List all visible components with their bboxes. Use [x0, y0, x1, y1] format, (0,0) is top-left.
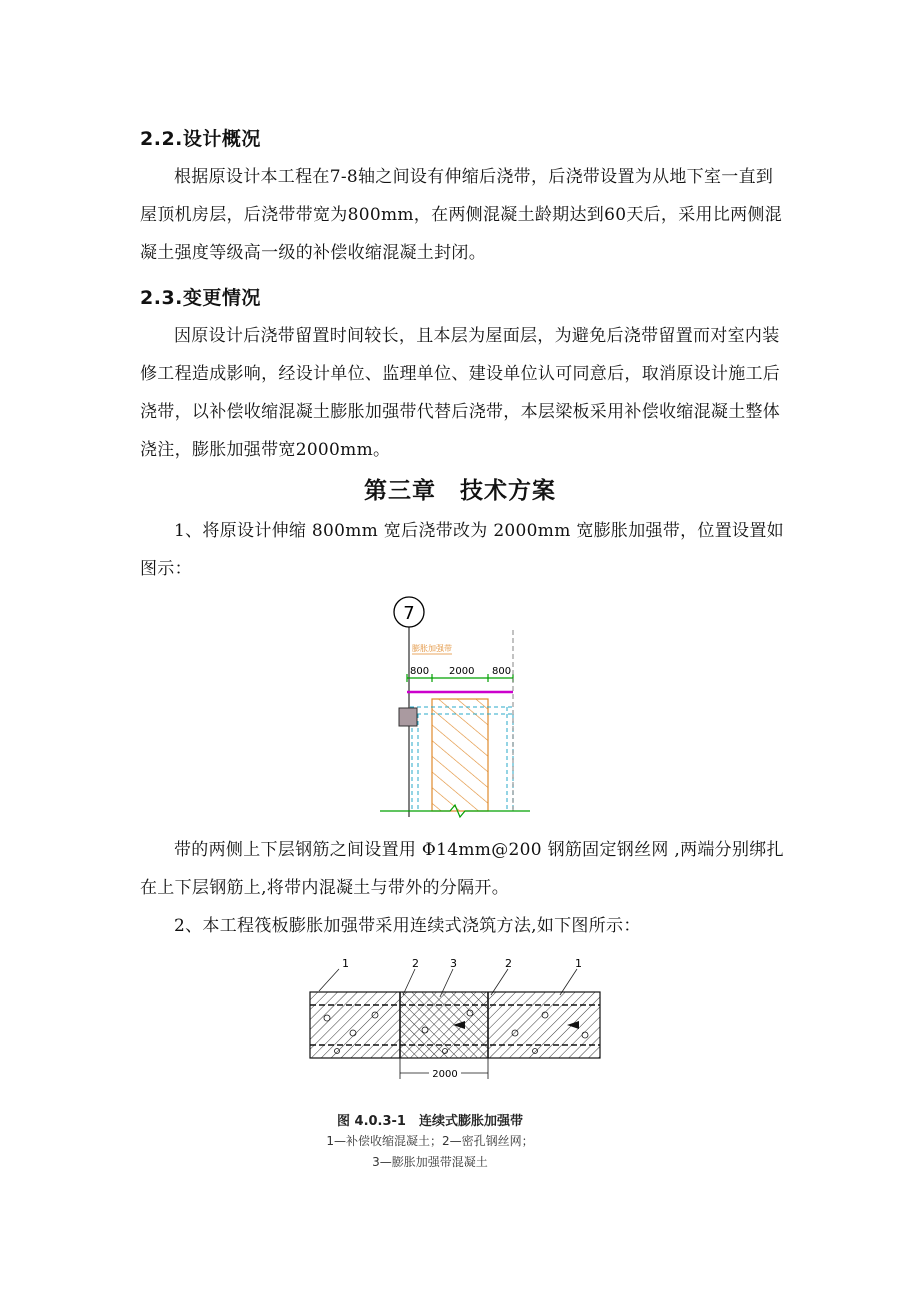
figure-caption-line-2: 3—膨胀加强带混凝土 — [372, 1155, 488, 1169]
chapter-title: 第三章 技术方案 — [364, 478, 556, 504]
figure-caption-line-1: 1—补偿收缩混凝土；2—密孔钢丝网； — [326, 1134, 534, 1148]
dim-middle: 2000 — [449, 666, 475, 677]
rebar-note-text: 带的两侧上下层钢筋之间设置用 Φ14mm@200 钢筋固定钢丝网 ,两端分别绑扎在上下层钢筋上,将带内混凝土与带外的分隔开。 — [140, 840, 784, 898]
column-square — [399, 708, 417, 726]
section-heading-2-3: 2.3.变更情况 — [140, 287, 261, 309]
section-heading-2-2: 2.2.设计概况 — [140, 128, 261, 150]
section-2-2-body: 根据原设计本工程在7-8轴之间设有伸缩后浇带，后浇带设置为从地下室一直到屋顶机房层，后浇带带宽为800mm，在两侧混凝土龄期达到60天后，采用比两侧混凝土强度等级高一级的补偿收缩混凝土封闭。 — [140, 167, 783, 263]
dim-right: 800 — [492, 666, 512, 677]
figure-expansion-band-detail — [370, 595, 560, 820]
dim-left: 800 — [410, 666, 430, 677]
item-2-text: 2、本工程筏板膨胀加强带采用连续式浇筑方法,如下图所示： — [174, 916, 641, 936]
callout-3: 3 — [450, 957, 457, 970]
item-1-text: 1、将原设计伸缩 800mm 宽后浇带改为 2000mm 宽膨胀加强带，位置设置如图示： — [140, 521, 784, 579]
band-label: 膨胀加强带 — [412, 644, 452, 653]
callout-1-left: 1 — [342, 957, 349, 970]
expansion-band-hatch — [432, 699, 488, 811]
figure-continuous-expansion-band — [305, 955, 605, 1080]
band-concrete — [400, 992, 488, 1058]
callout-1-right: 1 — [575, 957, 582, 970]
figure-caption-title: 图 4.0.3-1 连续式膨胀加强带 — [337, 1114, 523, 1129]
axis-label: 7 — [403, 603, 415, 624]
section-2-3-body: 因原设计后浇带留置时间较长，且本层为屋面层，为避免后浇带留置而对室内装修工程造成影响，经设计单位、监理单位、建设单位认可同意后，取消原设计施工后浇带，以补偿收缩混凝土膨胀加强带代替后浇带，本层梁板采用补偿收缩混凝土整体浇注，膨胀加强带宽2000mm。 — [140, 326, 781, 460]
dim-2000: 2000 — [432, 1069, 458, 1080]
callout-2-right: 2 — [505, 957, 512, 970]
callout-2-left: 2 — [412, 957, 419, 970]
